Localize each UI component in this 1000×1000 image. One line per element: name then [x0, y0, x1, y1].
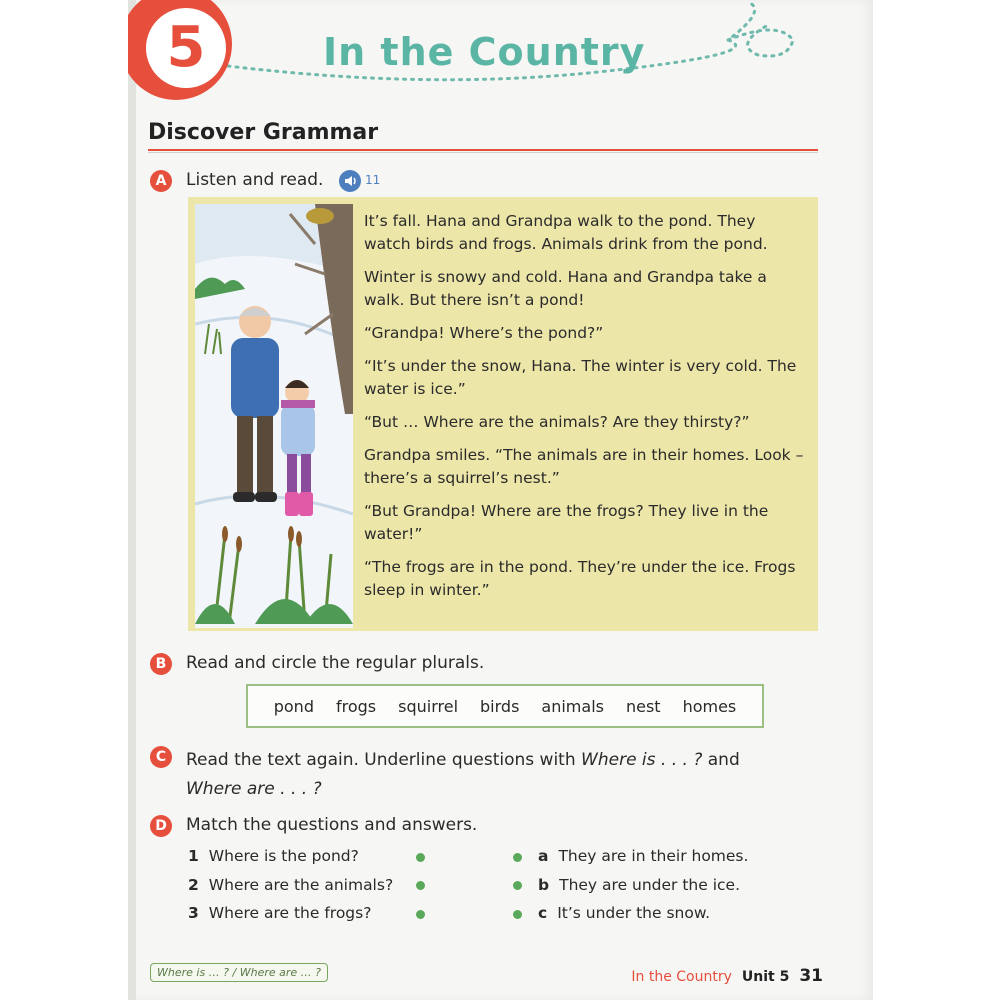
answer-letter: a	[538, 847, 549, 865]
activity-b-marker: B	[150, 653, 172, 675]
answer-row	[538, 876, 740, 894]
answer-letter: b	[538, 876, 550, 894]
question-text: Where are the animals?	[208, 876, 394, 894]
match-dot[interactable]	[416, 881, 425, 890]
answer-text: They are under the ice.	[559, 876, 741, 894]
match-dot[interactable]	[513, 910, 522, 919]
question-number: 3	[188, 904, 199, 922]
answer-text: It’s under the snow.	[557, 904, 711, 922]
page-edge	[128, 0, 136, 1000]
story-text	[364, 210, 804, 612]
activity-c-where-are: Where are . . . ?	[186, 779, 322, 799]
word-item[interactable]: pond	[273, 696, 314, 716]
word-item[interactable]: squirrel	[398, 696, 459, 716]
match-dot[interactable]	[416, 910, 425, 919]
page-number: 31	[799, 966, 823, 986]
footer-unit-title: In the Country	[631, 969, 732, 985]
story-paragraph: “It’s under the snow, Hana. The winter is very cold. The water is ice.”	[364, 357, 797, 398]
word-box	[246, 684, 764, 728]
question-text: Where is the pond?	[208, 847, 359, 865]
word-item[interactable]: birds	[480, 696, 520, 716]
story-paragraph: It’s fall. Hana and Grandpa walk to the pond. They watch birds and frogs. Animals drink from the pond.	[364, 212, 768, 253]
unit-title: In the Country	[323, 30, 646, 74]
textbook-page	[128, 0, 873, 1000]
question-row	[188, 876, 393, 894]
story-paragraph: “The frogs are in the pond. They’re under the ice. Frogs sleep in winter.”	[364, 558, 796, 599]
activity-b-instruction: Read and circle the regular plurals.	[186, 653, 485, 673]
answer-row	[538, 904, 710, 922]
page-footer	[631, 966, 823, 986]
section-divider	[148, 149, 818, 151]
story-paragraph: “But Grandpa! Where are the frogs? They live in the water!”	[364, 502, 769, 543]
story-paragraph: “Grandpa! Where’s the pond?”	[364, 324, 604, 342]
match-dot[interactable]	[513, 853, 522, 862]
answer-row	[538, 847, 748, 865]
activity-c-text: Read the text again. Underline questions with	[186, 750, 582, 770]
story-paragraph: Winter is snowy and cold. Hana and Grandpa take a walk. But there isn’t a pond!	[364, 268, 767, 309]
story-paragraph: Grandpa smiles. “The animals are in their homes. Look – there’s a squirrel’s nest.”	[364, 446, 804, 487]
question-number: 2	[188, 876, 199, 894]
audio-speaker-icon[interactable]	[339, 170, 361, 192]
activity-c-marker: C	[150, 746, 172, 768]
footer-unit-label: Unit 5	[741, 969, 790, 985]
answer-letter: c	[538, 904, 548, 922]
question-row	[188, 847, 359, 865]
activity-a-marker: A	[150, 170, 172, 192]
activity-d-marker: D	[150, 815, 172, 837]
word-item[interactable]: animals	[541, 696, 604, 716]
word-item[interactable]: frogs	[335, 696, 377, 716]
activity-d-instruction: Match the questions and answers.	[186, 815, 478, 835]
word-item[interactable]: homes	[682, 696, 737, 716]
activity-c-where-is: Where is . . . ?	[581, 750, 703, 770]
question-row	[188, 904, 371, 922]
activity-a-instruction: Listen and read.	[186, 170, 324, 190]
match-dot[interactable]	[513, 881, 522, 890]
story-paragraph: “But … Where are the animals? Are they thirsty?”	[364, 413, 750, 431]
answer-text: They are in their homes.	[558, 847, 749, 865]
section-divider-shadow	[148, 152, 818, 153]
unit-number: 5	[166, 15, 206, 80]
question-text: Where are the frogs?	[208, 904, 372, 922]
activity-c-and: and	[702, 750, 740, 770]
match-dot[interactable]	[416, 853, 425, 862]
grammar-tag: Where is … ? / Where are … ?	[150, 963, 328, 982]
winter-illustration	[195, 204, 353, 628]
activity-c-instruction	[186, 746, 786, 804]
word-item[interactable]: nest	[625, 696, 661, 716]
question-number: 1	[188, 847, 199, 865]
audio-track-number: 11	[365, 173, 381, 187]
section-title: Discover Grammar	[148, 120, 379, 145]
